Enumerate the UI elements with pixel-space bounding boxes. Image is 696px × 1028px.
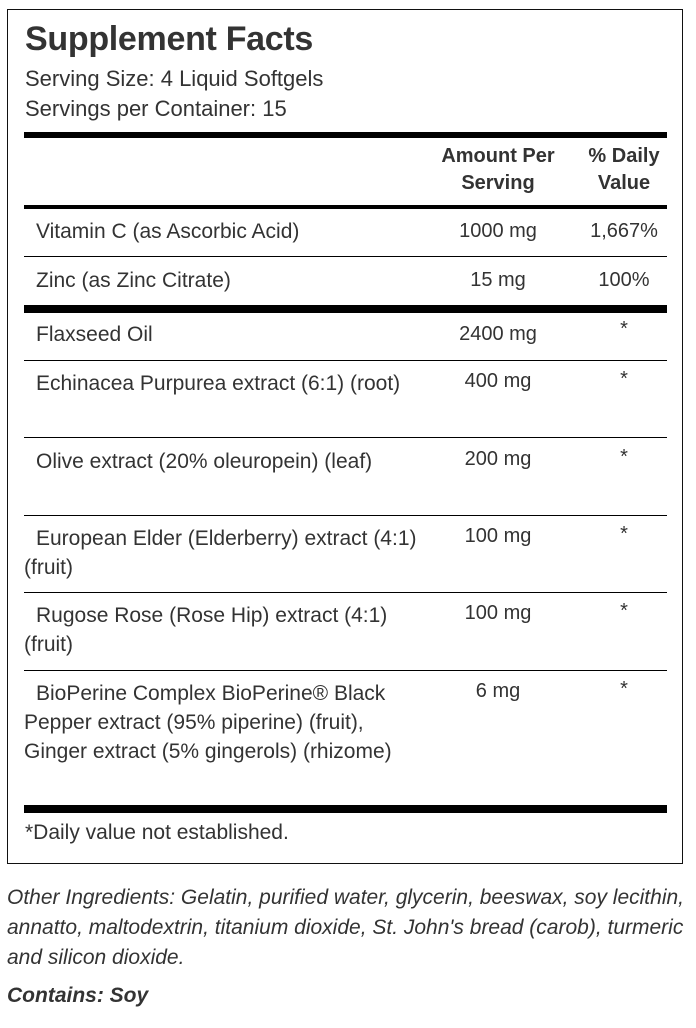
ingredient-daily-value: * — [620, 600, 628, 622]
ingredient-name: Echinacea Purpurea extract (6:1) (root) — [36, 372, 401, 395]
row-divider — [24, 515, 667, 516]
thick-divider — [24, 132, 667, 138]
ingredient-daily-value: * — [620, 523, 628, 545]
nutrient-name: Zinc (as Zinc Citrate) — [36, 269, 231, 292]
ingredient-name: European Elder (Elderberry) extract (4:1) (fruit) — [24, 527, 417, 579]
row-divider — [24, 256, 667, 257]
thick-divider — [24, 305, 667, 313]
ingredient-daily-value: * — [620, 318, 628, 340]
daily-value-column-header: % Daily Value — [588, 145, 660, 194]
allergen-statement: Contains: Soy — [7, 984, 149, 1007]
panel-title: Supplement Facts — [25, 20, 314, 58]
nutrient-name: Vitamin C (as Ascorbic Acid) — [36, 220, 300, 243]
ingredient-amount: 100 mg — [464, 602, 532, 624]
nutrient-amount: 1000 mg — [459, 220, 537, 242]
amount-column-header: Amount Per Serving — [441, 145, 555, 194]
ingredient-amount: 100 mg — [464, 525, 532, 547]
ingredient-name: BioPerine Complex BioPerine® Black Pepper extract (95% piperine) (fruit), Ginger extract (5% gingerols) (rhizome) — [24, 682, 392, 763]
ingredient-amount: 200 mg — [464, 448, 532, 470]
ingredient-daily-value: * — [620, 368, 628, 390]
nutrient-daily-value: 1,667% — [590, 220, 658, 242]
header-divider — [24, 205, 667, 209]
ingredient-name: Rugose Rose (Rose Hip) extract (4:1) (fruit) — [24, 604, 388, 656]
supplement-facts-panel — [7, 9, 683, 864]
row-divider — [24, 670, 667, 671]
row-divider — [24, 592, 667, 593]
nutrient-amount: 15 mg — [470, 269, 526, 291]
thick-divider — [24, 805, 667, 813]
ingredient-name: Olive extract (20% oleuropein) (leaf) — [36, 450, 373, 473]
ingredient-amount: 2400 mg — [459, 323, 537, 345]
row-divider — [24, 437, 667, 438]
ingredient-daily-value: * — [620, 446, 628, 468]
ingredient-amount: 400 mg — [464, 370, 532, 392]
footnote: *Daily value not established. — [25, 821, 289, 844]
row-divider — [24, 360, 667, 361]
ingredient-amount: 6 mg — [475, 680, 521, 702]
nutrient-daily-value: 100% — [598, 269, 650, 291]
serving-size: Serving Size: 4 Liquid Softgels — [25, 66, 324, 91]
ingredient-daily-value: * — [620, 678, 628, 700]
ingredient-name: Flaxseed Oil — [36, 323, 153, 346]
servings-per-container: Servings per Container: 15 — [25, 96, 287, 121]
other-ingredients: Other Ingredients: Gelatin, purified water, glycerin, beeswax, soy lecithin, annatto, maltodextrin, titanium dioxide, St. John's bread (carob), turmeric and silicon dioxide. — [7, 886, 685, 969]
